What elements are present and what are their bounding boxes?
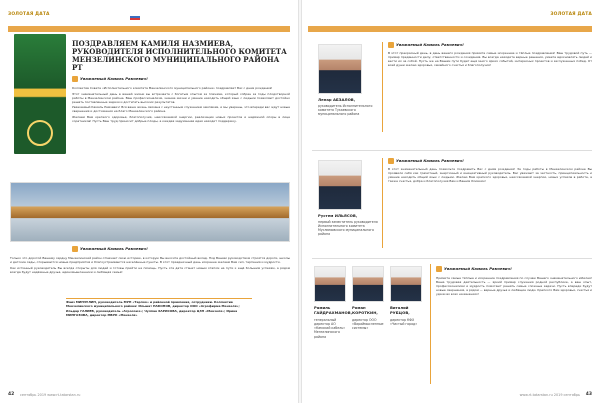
portrait-photo	[352, 266, 384, 302]
letter-body: В этот прекрасный день, в день вашего рождения примите самые искренние и тёплые поздравления! Ваш трудовой путь — пример преданности делу, ответственности и созидания. Вы всегда находите верные решения, умеете вдохновлять людей и вести их за собой. Пусть же на Вашем пути будет ещё много ярких событий, интересных проектов и заслуженных побед. От всей души желаю здоровья, семейного счастья и благополучия!	[388, 51, 592, 68]
bullet-icon	[388, 158, 394, 164]
signatures: Фаиз МИНЗУЛИН, руководитель МУП «Тарлоо» и районной правления, сотрудники. Коллектив Мензелинского муниципального района: Ильшат ПАКОНОВ, директор ООО «Агрофирма Мензеля»; Ильдар ГАЛИЕВ, руководитель «Агросоюз»; Чулпан ХАРИСОВА, директор ЦЗН «Мензеля»; Ирина МИНГАЗОВА, директор МБУК «Мензеля»	[66, 300, 240, 318]
greeting-heading: Уважаемый Камиль Рамзевич!	[80, 76, 148, 81]
paragraph: Только что дорогой Вашему сердцу Мензелинский район отмечает свою историю, в которую Вы вносите достойный вклад. Под Вашим руководством строятся дороги, школы и детские сады, открываются новые предприятия и благоустраиваются населённые пункты. В этот праздничный день искренне желаем Вам сил, терпения и мудрости.	[10, 256, 290, 265]
greeting-heading: Уважаемый Камиль Рамзевич!	[80, 246, 148, 251]
paragraph: Этот знаменательный день в вашей жизни вы встречаете с богатым опытом за плечами, который собран за годы плодотворной работы в Мензелинском районе. Ваш профессионализм, знание жизни и умение находить общий язык с людьми позволяют достойно решать поставленные задачи и достигать высоких результатов.	[72, 91, 290, 104]
header-band	[8, 26, 290, 32]
person-role: генеральный директор АО «Камский кабель» Мензелинского района	[314, 318, 346, 339]
person-name: Рамиль ГАЙДРАХМАНОВ,	[314, 305, 353, 315]
page-footer: www.rt-tatarstan.ru 2019 сентябрь	[519, 392, 580, 397]
bridge-photo	[10, 182, 290, 242]
letter-body: В этот знаменательный день позвольте поздравить Вас с днём рождения! За годы работы в Мензелинском районе Вы проявили себя как грамотный, энергичный и инициативный руководитель. Вас уважают за честность, принципиальность и умение находить общий язык с людьми. Желаю Вам крепкого здоровья, неиссякаемой энергии, новых успехов в работе, а также счастья, добра и благополучия Вам и Вашим близким!	[388, 167, 592, 184]
divider	[382, 42, 383, 132]
divider	[312, 150, 592, 151]
person-name: Рустем ИЛЬЯСОВ,	[318, 213, 358, 218]
right-page	[302, 0, 600, 403]
bullet-icon	[436, 266, 442, 272]
portrait-photo	[318, 160, 362, 210]
page-footer: сентябрь 2019 www.rt-tatarstan.ru	[20, 392, 81, 397]
bullet-icon	[72, 246, 78, 252]
page-number: 42	[8, 392, 15, 398]
greeting-heading: Уважаемый Камиль Рамзевич!	[444, 266, 512, 271]
divider	[382, 158, 383, 248]
divider	[66, 298, 252, 299]
bullet-icon	[72, 76, 78, 82]
page-number: 43	[585, 392, 592, 398]
left-page	[0, 0, 298, 403]
paragraph: Как истинный руководитель Вы всегда открыты для людей и готовы прийти на помощь. Пусть эта дата станет новым этапом на пути к ещё большим успехам, а рядом всегда будут надёжные друзья, единомышленники и любящая семья!	[10, 265, 290, 274]
portrait-photo	[390, 266, 422, 302]
flag-icon	[130, 14, 140, 20]
page-title: ПОЗДРАВЛЯЕМ КАМИЛЯ НАЗМИЕВА, РУКОВОДИТЕЛЯ ИСПОЛНИТЕЛЬНОГО КОМИТЕТА МЕНЗЕЛИНСКОГО МУНИЦИПАЛЬНОГО РАЙОНА РТ	[72, 39, 287, 73]
bullet-icon	[388, 42, 394, 48]
person-name: Виталий РУБЦОВ,	[390, 305, 410, 315]
portrait-photo	[314, 266, 346, 302]
paragraph: Уважаемый Камиль Рамзевич! Вся ваша жизнь связана с неустанным служением землякам, и мы уверены, что впереди вас ждут новые свершения и достижения на благо Мензелинского района.	[72, 105, 290, 114]
header-band	[308, 26, 592, 32]
letter-body	[10, 256, 290, 298]
person-role: директор КФХ «Чистый город»	[390, 318, 418, 327]
person-role: руководитель Исполнительного комитета Тукаевского муниципального района	[318, 104, 373, 117]
portrait-photo	[318, 44, 362, 94]
ornament-icon	[27, 120, 53, 146]
letter-body	[72, 86, 290, 180]
section-label: ЗОЛОТАЯ ДАТА	[8, 12, 50, 17]
divider	[312, 258, 592, 259]
letter-body: Примите самые тёплые и искренние поздравления по случаю Вашего знаменательного юбилея! Ваша трудовая деятельность — яркий пример служения родной республике, а ваш опыт, профессионализм и мудрость помогают решать самые сложные задачи. Пусть впереди будут новые свершения, а рядом — верные друзья и любящие люди. Крепкого Вам здоровья, счастья и удачи во всех начинаниях!	[436, 276, 592, 297]
person-name: Ленар АБЗАЛОВ,	[318, 97, 356, 102]
greeting-heading: Уважаемый Камиль Рамзевич!	[396, 42, 464, 47]
section-label: ЗОЛОТАЯ ДАТА	[550, 12, 592, 17]
person-role: первый заместитель руководителя Исполнительного комитета Муслюмовского муниципального района	[318, 220, 378, 237]
paragraph: Желаем Вам крепкого здоровья, благополучия, неиссякаемой энергии, реализации новых проектов и надёжной опоры в лице соратников! Пусть Ваш труд приносит добрые плоды, а каждая задуманная идея находит поддержку.	[72, 114, 290, 123]
person-role: директор ООО «Вараймысленные системы»	[352, 318, 384, 331]
greeting-heading: Уважаемый Камиль Рамзевич!	[396, 158, 464, 163]
divider	[430, 264, 431, 384]
paragraph: Коллектив Совета «Исполнительного комитета Мензелинского муниципального района» поздравляет Вас с днем рождения!	[72, 86, 273, 90]
person-name: Роман КОРОТКИН,	[352, 305, 378, 315]
